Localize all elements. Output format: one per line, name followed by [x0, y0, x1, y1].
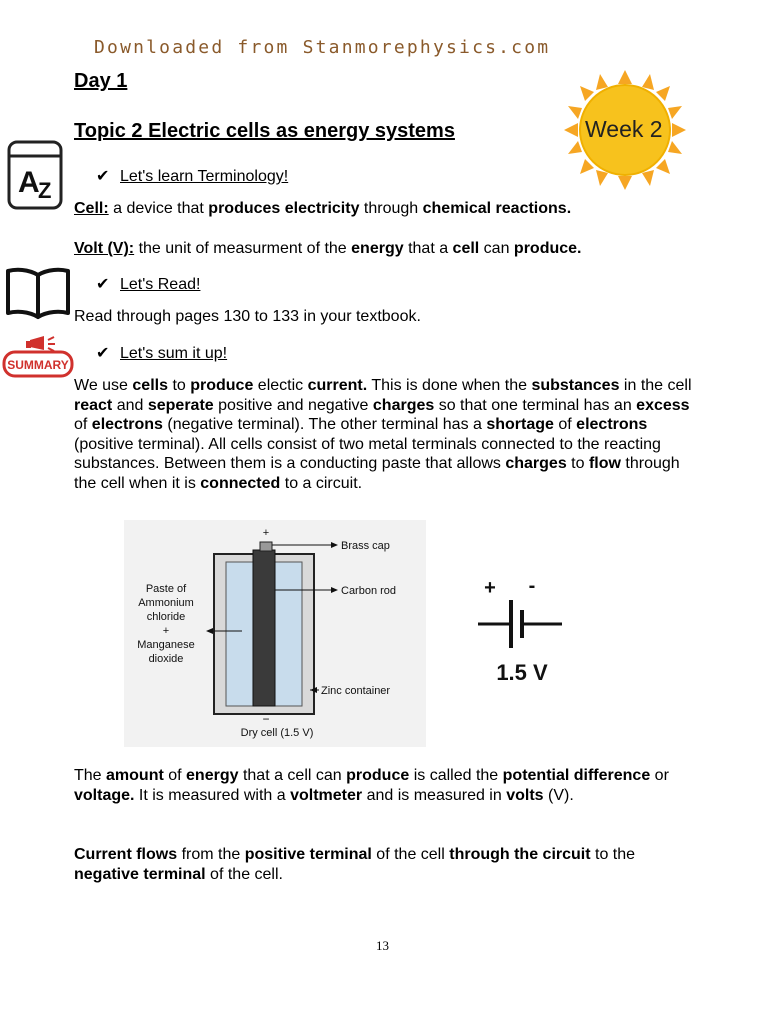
paste-label-plus: +	[162, 625, 170, 637]
week-badge: Week 2	[585, 116, 663, 142]
brass-cap-shape	[260, 542, 272, 551]
paste-label-1: Paste of	[145, 583, 187, 595]
zinc-container-label: Zinc container	[321, 685, 391, 697]
paste-label-2: Ammonium	[138, 597, 194, 609]
brass-cap-label: Brass cap	[341, 540, 390, 552]
summary-paragraph: We use cells to produce electic current. This is done when the substances in the cell react and seperate positive and negative charges so that one terminal has an excess of electrons (negative terminal). The other terminal has a shortage of electrons (positive terminal). All cells consist of two metal terminals connected to the reacting substances. Between them is a conducting paste that allows charges to flow through the cell when it is connected to a circuit.	[74, 377, 692, 492]
open-book-icon	[4, 265, 72, 321]
paste-label-5: dioxide	[148, 653, 184, 665]
read-instruction: Read through pages 130 to 133 in your textbook.	[74, 308, 421, 325]
dry-cell-diagram	[124, 520, 426, 747]
volt-definition: Volt (V): the unit of measurment of the energy that a cell can produce.	[74, 240, 582, 257]
diagram-minus: −	[262, 712, 270, 726]
cell-definition: Cell: a device that produces electricity through chemical reactions.	[74, 200, 572, 217]
watermark: Downloaded from Stanmorephysics.com	[94, 37, 551, 58]
day-heading: Day 1	[74, 70, 128, 92]
check-icon: ✔	[96, 276, 110, 293]
checklist-terminology: ✔ Let's learn Terminology!	[96, 168, 289, 185]
check-icon: ✔	[96, 345, 110, 362]
page-number: 13	[376, 938, 389, 953]
diagram-plus: +	[262, 527, 270, 539]
checklist-read: ✔ Let's Read!	[96, 276, 201, 293]
carbon-rod-shape	[253, 550, 275, 706]
summary-badge-text: SUMMARY	[7, 358, 69, 372]
current-flow-paragraph: Current flows from the positive terminal of the cell through the circuit to the negative terminal of the cell.	[74, 846, 636, 883]
paste-label-3: chloride	[146, 611, 186, 623]
summary-megaphone-icon	[2, 336, 74, 378]
diagram-caption: Dry cell (1.5 V)	[240, 727, 314, 739]
svg-text:Z: Z	[38, 178, 52, 203]
az-dictionary-icon	[6, 140, 64, 212]
svg-text:A: A	[18, 166, 40, 199]
checklist-sum: ✔ Let's sum it up!	[96, 345, 228, 362]
symbol-minus: -	[528, 575, 536, 597]
check-icon: ✔	[96, 168, 110, 185]
carbon-rod-label: Carbon rod	[341, 585, 397, 597]
symbol-voltage: 1.5 V	[496, 660, 548, 685]
cell-symbol	[474, 574, 570, 690]
paste-label-4: Manganese	[137, 639, 195, 651]
voltage-paragraph: The amount of energy that a cell can produce is called the potential difference or voltage. It is measured with a voltmeter and is measured in volts (V).	[74, 767, 669, 804]
symbol-plus: +	[484, 577, 496, 599]
topic-heading: Topic 2 Electric cells as energy systems	[74, 120, 455, 142]
